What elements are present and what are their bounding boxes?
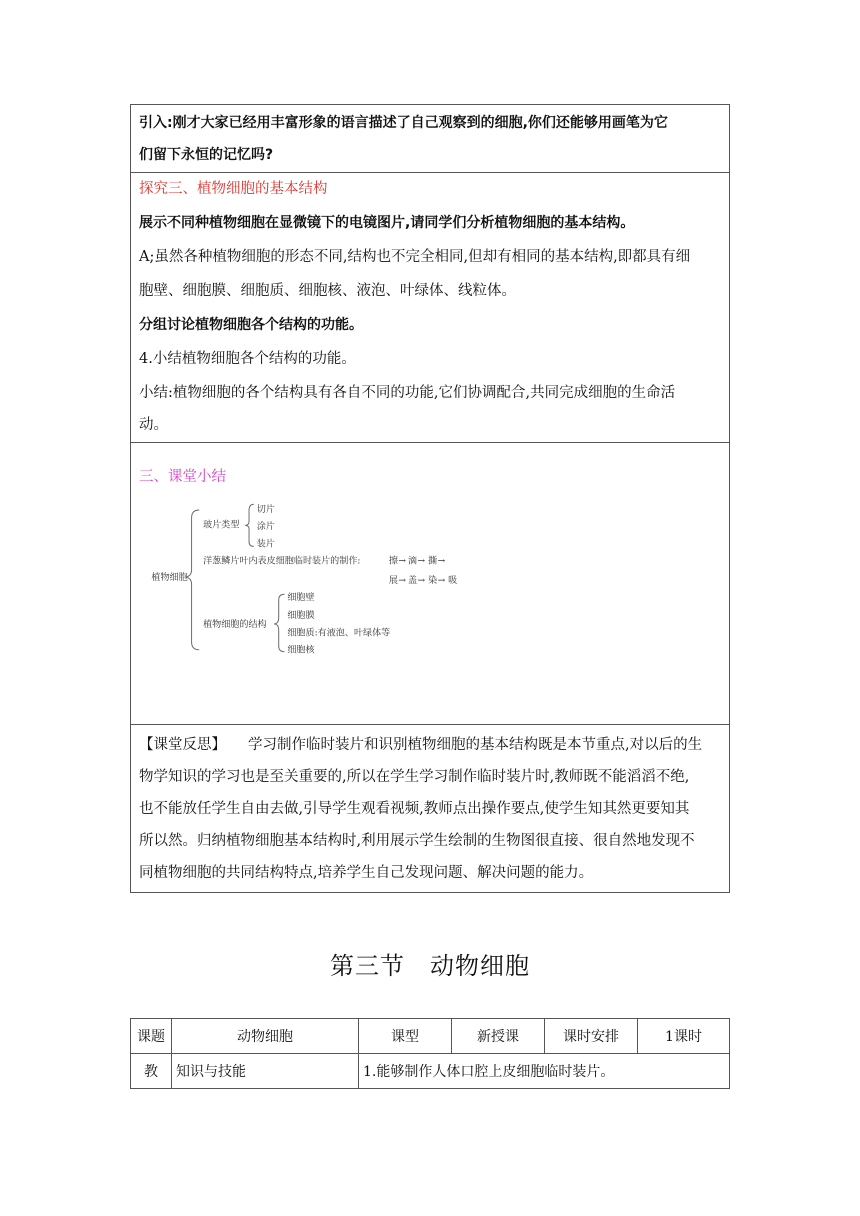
mindmap-branch-3-item-3: 细胞质:有液泡、叶绿体等 bbox=[287, 628, 391, 639]
cell-topic-value: 动物细胞 bbox=[172, 1019, 359, 1054]
step-arrow-icon: → bbox=[417, 556, 426, 567]
mindmap-step-1: 擦 bbox=[388, 556, 398, 567]
step-arrow-icon: → bbox=[398, 556, 407, 567]
mindmap-step-5: 盖 bbox=[407, 575, 418, 586]
mindmap-branch-3: 植物细胞的结构 bbox=[203, 619, 267, 630]
mindmap-branch-2: 洋葱鳞片叶内表皮细胞临时装片的制作: bbox=[203, 556, 361, 567]
mindmap-branch-1-item-1: 切片 bbox=[256, 504, 275, 515]
mindmap-step-3: 撕 bbox=[428, 556, 438, 567]
step-arrow-icon: → bbox=[437, 575, 446, 586]
knowledge-label-text: 知识与技能 bbox=[176, 1064, 246, 1080]
reflection-line-3: 也不能放任学生自由去做,引导学生观看视频,教师点出操作要点,使学生知其然更要知其 bbox=[139, 801, 690, 817]
mindmap-branch-1: 玻片类型 bbox=[203, 520, 240, 531]
explore-row bbox=[131, 173, 729, 443]
cell-knowledge-value: 1.能够制作人体口腔上皮细胞临时装片。 bbox=[359, 1054, 730, 1089]
summary-row bbox=[131, 443, 729, 725]
mindmap-step-7: 吸 bbox=[448, 575, 458, 586]
step-arrow-icon: → bbox=[417, 575, 426, 586]
lesson-info-table bbox=[130, 1018, 730, 1089]
table-row bbox=[131, 1019, 730, 1054]
section-title: 第三节 动物细胞 bbox=[330, 952, 530, 980]
mindmap-steps-row-2 bbox=[389, 574, 457, 586]
explore-heading: 探究三、植物细胞的基本结构 bbox=[139, 181, 328, 197]
cell-type-value: 新授课 bbox=[452, 1019, 545, 1054]
reflection-line-1-text: 学习制作临时装片和识别植物细胞的基本结构既是本节重点,对以后的生 bbox=[248, 737, 703, 753]
cell-schedule-label: 课时安排 bbox=[545, 1019, 638, 1054]
intro-row bbox=[131, 105, 729, 173]
mindmap-root: 植物细胞 bbox=[151, 572, 188, 583]
mindmap-step-6: 染 bbox=[428, 575, 438, 586]
reflection-row bbox=[131, 725, 729, 893]
lesson-table bbox=[130, 104, 730, 893]
intro-line-2: 们留下永恒的记忆吗? bbox=[139, 147, 274, 163]
intro-line-1: 引入:刚才大家已经用丰富形象的语言描述了自己观察到的细胞,你们还能够用画笔为它 bbox=[139, 115, 668, 131]
table-row bbox=[131, 1054, 730, 1089]
mindmap-branch-3-item-1: 细胞壁 bbox=[287, 593, 315, 604]
explore-bold-2: 分组讨论植物细胞各个结构的功能。 bbox=[139, 317, 363, 333]
mindmap-branch-3-item-2: 细胞膜 bbox=[287, 611, 315, 622]
cell-type-label: 课型 bbox=[359, 1019, 452, 1054]
mindmap-branch-1-item-3: 装片 bbox=[256, 539, 275, 550]
reflection-label: 【课堂反思】 bbox=[139, 737, 226, 753]
explore-summary-line-1: 小结:植物细胞的各个结构具有各自不同的功能,它们协调配合,共同完成细胞的生命活 bbox=[139, 385, 676, 401]
reflection-line-4: 所以然。归纳植物细胞基本结构时,利用展示学生绘制的生物图很直接、很自然地发现不 bbox=[139, 833, 695, 849]
step-arrow-icon: → bbox=[398, 575, 407, 586]
summary-heading: 三、课堂小结 bbox=[139, 469, 226, 485]
mindmap-step-4: 展 bbox=[388, 575, 398, 586]
cell-teach-label: 教 bbox=[131, 1054, 172, 1089]
reflection-line-5: 同植物细胞的共同结构特点,培养学生自己发现问题、解决问题的能力。 bbox=[139, 865, 594, 881]
mindmap-step-2: 滴 bbox=[407, 556, 418, 567]
explore-a-line-2: 胞壁、细胞膜、细胞质、细胞核、液泡、叶绿体、线粒体。 bbox=[139, 283, 516, 299]
mindmap-branch-3-item-4: 细胞核 bbox=[287, 645, 315, 656]
concept-mindmap bbox=[131, 443, 729, 713]
explore-a-line-1: A;虽然各种植物细胞的形态不同,结构也不完全相同,但却有相同的基本结构,即都具有细 bbox=[139, 249, 691, 265]
mindmap-steps-row-1 bbox=[389, 555, 446, 567]
reflection-line-1 bbox=[139, 735, 702, 755]
explore-item-4: 4.小结植物细胞各个结构的功能。 bbox=[139, 351, 356, 367]
cell-topic-label: 课题 bbox=[131, 1019, 172, 1054]
cell-knowledge-label bbox=[172, 1054, 359, 1089]
step-arrow-icon: → bbox=[437, 556, 446, 567]
explore-bold-1: 展示不同种植物细胞在显微镜下的电镜图片,请同学们分析植物细胞的基本结构。 bbox=[139, 215, 635, 231]
cell-schedule-value: 1课时 bbox=[638, 1019, 730, 1054]
mindmap-branch-1-item-2: 涂片 bbox=[256, 522, 275, 533]
explore-summary-line-2: 动。 bbox=[139, 417, 168, 433]
reflection-line-2: 物学知识的学习也是至关重要的,所以在学生学习制作临时装片时,教师既不能滔滔不绝, bbox=[139, 769, 690, 785]
